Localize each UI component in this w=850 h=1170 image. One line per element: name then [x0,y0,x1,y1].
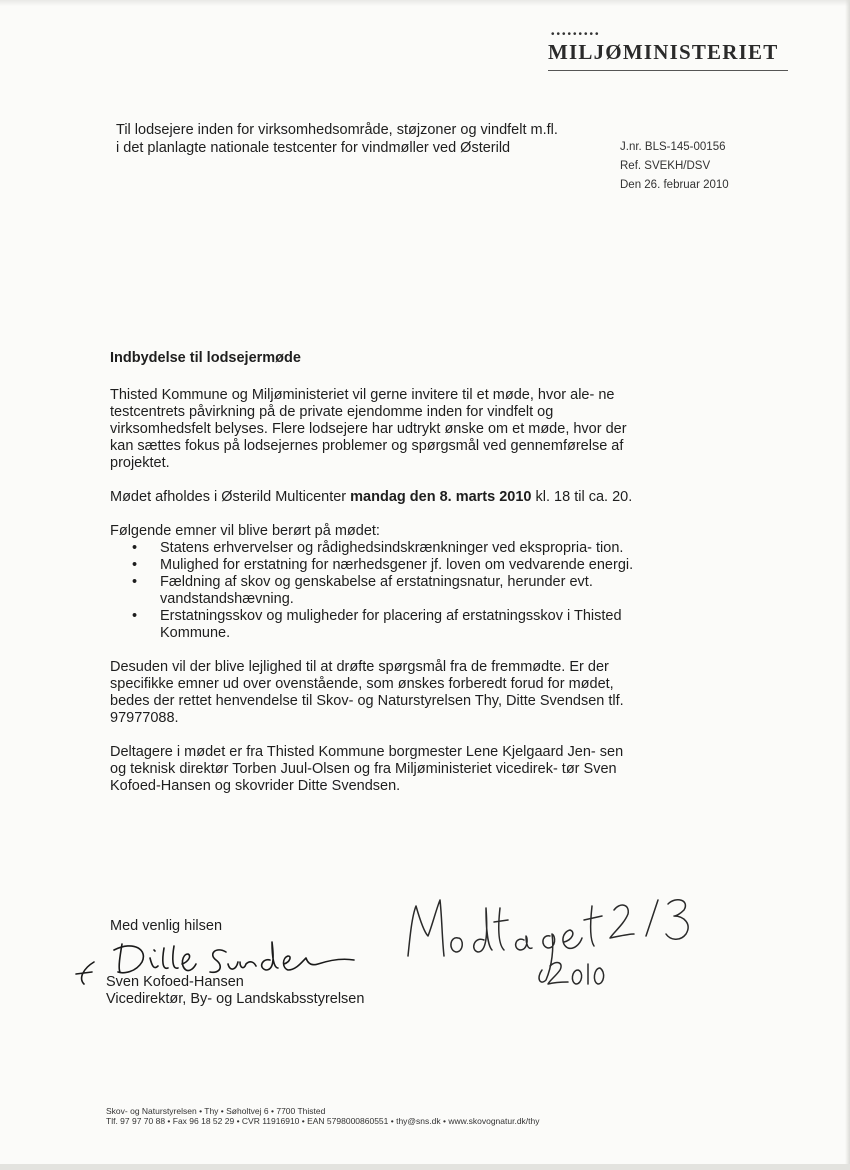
topic-text: Mulighed for erstatning for nærhedsgener jf. loven om vedvarende energi. [160,557,634,573]
topic-item [110,557,640,574]
footer-contact: Tlf. 97 97 70 88 • Fax 96 18 52 29 • CVR 11916910 • EAN 5798000860551 • thy@sns.dk • www.skovognatur.dk/thy [106,1116,540,1126]
bullet: • [132,540,138,556]
letter-footer [106,1106,540,1126]
letter-date: Den 26. februar 2010 [620,179,729,191]
letter-heading: Indbydelse til lodsejermøde [110,350,301,366]
addressee-line-1: Til lodsejere inden for virksomhedsområde, støjzoner og vindfelt m.fl. [116,122,558,138]
topic-text: Erstatningsskov og muligheder for placering af erstatningsskov i Thisted Kommune. [160,608,622,641]
logo-dots: ••••••••• [551,29,601,40]
topic-item [110,574,640,608]
bullet: • [132,557,138,573]
topic-text: Statens erhvervelser og rådighedsindskrænkninger ved ekspropria- tion. [160,540,624,556]
addressee-block [116,121,558,157]
topic-text: Fældning af skov og genskabelse af erstatningsnatur, herunder evt. vandstandshævning. [160,574,593,607]
addressee-line-2: i det planlagte nationale testcenter for vindmøller ved Østerild [116,140,511,156]
letter-body [110,350,640,812]
sender-name: Sven Kofoed-Hansen [106,974,244,990]
sender-title: Vicedirektør, By- og Landskabsstyrelsen [106,991,365,1007]
topic-item [110,608,640,642]
sender-block [106,974,364,1008]
scan-edge-bottom [0,1164,850,1170]
topics-list [110,540,640,642]
journal-number: J.nr. BLS-145-00156 [620,141,726,153]
reference-block [620,138,729,195]
bullet: • [132,574,138,590]
footer-address: Skov- og Naturstyrelsen • Thy • Søholtvej 6 • 7700 Thisted [106,1106,326,1116]
meeting-text-pre: Mødet afholdes i Østerild Multicenter [110,489,351,505]
scan-edge-top [0,0,850,6]
questions-paragraph: Desuden vil der blive lejlighed til at drøfte spørgsmål fra de fremmødte. Er der specifikke emner ud over ovenstående, som ønskes forberedt forud for mødet, bedes der rettet henvendelse til Skov- og Naturstyrelsen Thy, Ditte Svendsen tlf. 97977088. [110,659,624,726]
participants-paragraph: Deltagere i mødet er fra Thisted Kommune borgmester Lene Kjelgaard Jen- sen og teknisk direktør Torben Juul-Olsen og fra Miljøministeriet vicedirek- tør Sven Kofoed-Hansen og skovrider Ditte Svendsen. [110,744,624,794]
bullet: • [132,608,138,624]
meeting-text-post: kl. 18 til ca. 20. [531,489,633,505]
scan-edge-right [845,0,850,1170]
invitation-paragraph: Thisted Kommune og Miljøministeriet vil gerne invitere til et møde, hvor ale- ne testcentrets påvirkning på de private ejendomme inden for vindfelt og virksomhedsfelt belyses. Flere lodsejere har udtrykt ønske om et møde, hvor der kan sættes fokus på lodsejernes problemer og spørgsmål ved gennemførelse af projektet. [110,387,627,471]
reference-code: Ref. SVEKH/DSV [620,160,711,172]
topic-item [110,540,640,557]
logo-underline [548,70,788,71]
ministry-logo [548,30,790,74]
logo-wordmark: MILJØMINISTERIET [548,40,779,64]
meeting-date: mandag den 8. marts 2010 [350,489,532,505]
meeting-paragraph [110,489,640,506]
received-stamp-handwriting [400,886,700,996]
topics-intro: Følgende emner vil blive berørt på mødet: [110,523,380,539]
closing-greeting: Med venlig hilsen [110,918,223,934]
